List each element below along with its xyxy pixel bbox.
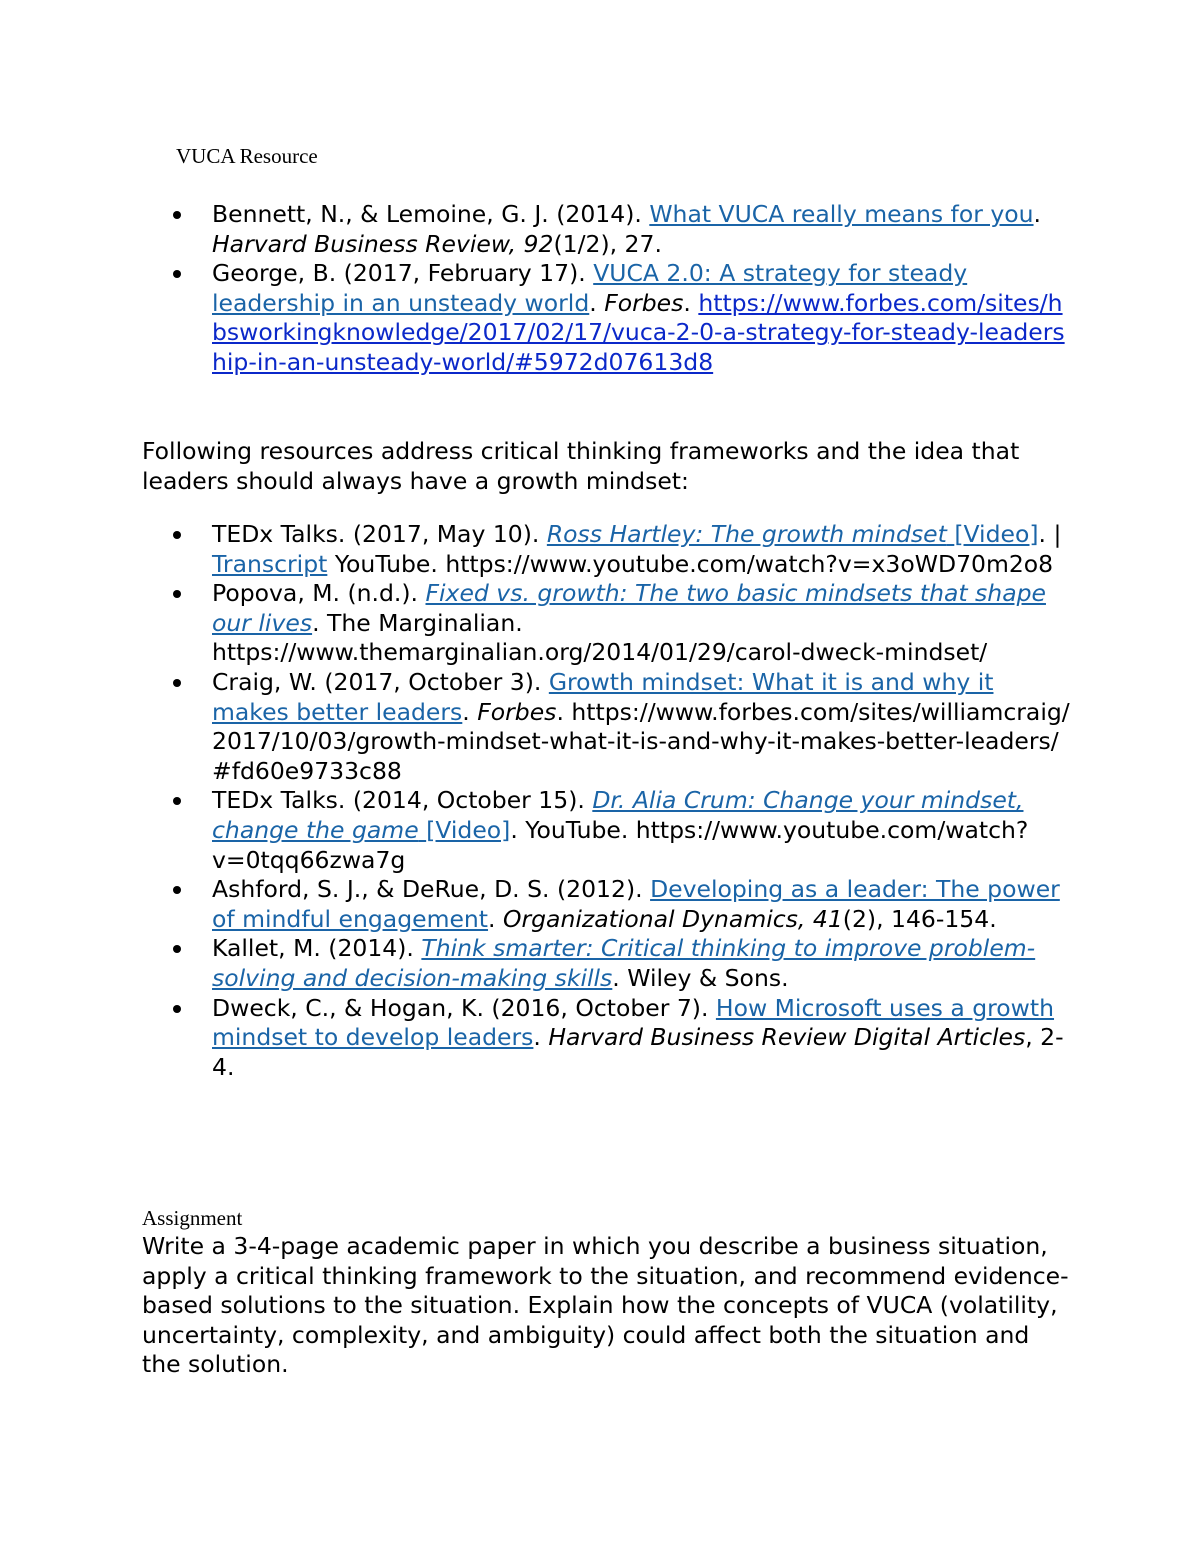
bullet-icon [173, 679, 181, 687]
transcript-link[interactable]: Transcript [212, 549, 328, 578]
resource-link[interactable]: How Microsoft uses a growth mindset to develop leaders [212, 993, 1055, 1052]
list-item: TEDx Talks. (2014, October 15). Dr. Alia Crum: Change your mindset, change the game [Video]. YouTube. https://www.youtube.com/watch?v=0tqq66zwa7g [140, 786, 1075, 875]
growth-resource-list [140, 520, 1075, 1082]
assignment-heading: Assignment [142, 1206, 243, 1230]
resource-link[interactable]: Ross Hartley: The growth mindset [Video] [546, 520, 1039, 548]
bullet-icon [173, 886, 181, 894]
resource-link[interactable]: VUCA 2.0: A strategy for steady leadership in an unsteady world [212, 259, 968, 317]
resource-link[interactable]: Dr. Alia Crum: Change your mindset, change the game [Video] [212, 786, 1024, 844]
list-item: Craig, W. (2017, October 3). Growth mindset: What it is and why it makes better leaders. Forbes. https://www.forbes.com/sites/williamcraig/2017/10/03/growth-mindset-what-it-is-and-why-it-makes-better-leaders/#fd60e9733c88 [140, 668, 1075, 786]
resource-url-link[interactable]: https://www.forbes.com/sites/hbsworkingknowledge/2017/02/17/vuca-2-0-a-strategy-for-steady-leadership-in-an-unsteady-world/#5972d07613d8 [212, 288, 1065, 376]
vuca-resource-heading: VUCA Resource [176, 144, 318, 168]
bullet-icon [173, 797, 181, 805]
list-item: Ashford, S. J., & DeRue, D. S. (2012). Developing as a leader: The power of mindful engagement. Organizational Dynamics, 41(2), 146-154. [140, 875, 1075, 934]
list-item: Kallet, M. (2014). Think smarter: Critical thinking to improve problem-solving and decision-making skills. Wiley & Sons. [140, 934, 1075, 993]
resource-link[interactable]: Growth mindset: What it is and why it makes better leaders [212, 667, 994, 726]
assignment-text: Write a 3-4-page academic paper in which you describe a business situation, apply a critical thinking framework to the situation, and recommend evidence-based solutions to the situation. Explain how the concepts of VUCA (volatility, uncertainty, complexity, and ambiguity) could affect both the situation and the solution. [142, 1232, 1069, 1379]
bullet-icon [173, 590, 181, 598]
bullet-icon [173, 211, 181, 219]
resource-link[interactable]: Fixed vs. growth: The two basic mindsets that shape our lives [212, 579, 1046, 637]
list-item: Bennett, N., & Lemoine, G. J. (2014). What VUCA really means for you. Harvard Business Review, 92(1/2), 27. [140, 200, 1075, 259]
bullet-icon [173, 531, 181, 539]
resource-link[interactable]: Developing as a leader: The power of mindful engagement [212, 875, 1060, 933]
resource-link[interactable]: What VUCA really means for you [649, 200, 1034, 228]
bullet-icon [173, 270, 181, 278]
resource-url: https://www.youtube.com/watch?v=0tqq66zwa7g [212, 815, 1029, 874]
bullet-icon [173, 1005, 181, 1013]
list-item: TEDx Talks. (2017, May 10). Ross Hartley: The growth mindset [Video]. | Transcript YouTube. https://www.youtube.com/watch?v=x3oWD70m2o8 [140, 520, 1075, 579]
resource-url: https://www.themarginalian.org/2014/01/29/carol-dweck-mindset/ [212, 638, 988, 667]
list-item: George, B. (2017, February 17). VUCA 2.0: A strategy for steady leadership in an unsteady world. Forbes. https://www.forbes.com/sites/hbsworkingknowledge/2017/02/17/vuca-2-0-a-strategy-for-steady-leadership-in-an-unsteady-world/#5972d07613d8 [140, 259, 1075, 377]
list-item: Popova, M. (n.d.). Fixed vs. growth: The two basic mindsets that shape our lives. The Marginalian. https://www.themarginalian.org/2014/01/29/carol-dweck-mindset/ [140, 579, 1075, 668]
resource-link[interactable]: Think smarter: Critical thinking to improve problem-solving and decision-making skills [212, 934, 1036, 992]
resource-url: https://www.youtube.com/watch?v=x3oWD70m2o8 [445, 549, 1054, 578]
bullet-icon [173, 945, 181, 953]
vuca-resource-list [140, 200, 1075, 378]
resource-url: https://www.forbes.com/sites/williamcraig/2017/10/03/growth-mindset-what-it-is-and-why-it-makes-better-leaders/#fd60e9733c88 [212, 697, 1070, 785]
intro-paragraph: Following resources address critical thinking frameworks and the idea that leaders should always have a growth mindset: [142, 437, 1020, 495]
list-item: Dweck, C., & Hogan, K. (2016, October 7). How Microsoft uses a growth mindset to develop leaders. Harvard Business Review Digital Articles, 2-4. [140, 994, 1075, 1083]
